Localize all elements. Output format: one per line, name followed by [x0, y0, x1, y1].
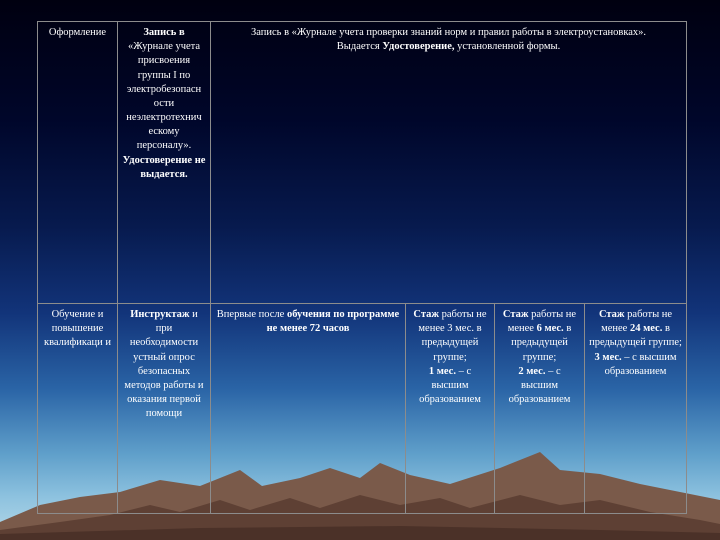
cell-text: в предыдущей группе; [589, 323, 682, 349]
cell-text: Запись в «Журнале учета проверки знаний норм и правил работы в электроустановках». [250, 27, 647, 38]
cell-bold-text: Стаж [502, 309, 529, 320]
cell-bold-text: Стаж [598, 309, 625, 320]
table-row-registration [38, 22, 687, 304]
cell-group4-training [495, 304, 585, 514]
cell-bold-text: 2 мес. [518, 365, 546, 377]
cell-bold-text: Инструктаж [130, 309, 190, 320]
cell-text: работы не менее [601, 309, 673, 335]
cell-bold-text: обучения по программе не менее 72 часов [266, 309, 400, 335]
cell-bold-text: 3 мес. [594, 351, 622, 363]
cell-text: Впервые после [216, 309, 285, 320]
cell-bold-text: 1 мес. [428, 365, 456, 377]
cell-text: в предыдущей группе; [511, 323, 572, 363]
cell-bold-text: Удостоверение не выдается. [122, 154, 206, 180]
cell-group3-training [406, 304, 495, 514]
row-label-training: Обучение и повышение квалификаци и [38, 304, 118, 514]
cell-group2-training [211, 304, 406, 514]
cell-bold-text: Запись в [143, 27, 185, 38]
cell-group1-registration [118, 22, 211, 304]
cell-text: – с высшим образованием [508, 365, 571, 406]
cell-text: установленной формы. [457, 41, 561, 53]
cell-text: Выдается [336, 41, 380, 53]
cell-group1-training [118, 304, 211, 514]
cell-text: «Журнале учета присвоения группы I по электробезопасн ости неэлектротехнич ескому персоналу». [126, 41, 202, 152]
cell-group5-training [585, 304, 687, 514]
cell-text: работы не менее 3 мес. в предыдущей группе; [418, 309, 487, 363]
cell-text: и при необходимости устный опрос безопасных методов работы и оказания первой помощи [124, 309, 204, 420]
cell-text: работы не менее [507, 309, 577, 335]
cell-text: – с высшим образованием [604, 351, 677, 377]
cell-bold-text: Удостоверение, [382, 41, 455, 53]
row-label-registration: Оформление [38, 22, 118, 304]
requirements-table [37, 21, 687, 514]
cell-text: – с высшим образованием [419, 365, 481, 406]
cell-bold-text: 24 мес. [629, 323, 663, 335]
cell-bold-text: 6 мес. [536, 323, 564, 335]
cell-groups-registration [211, 22, 687, 304]
table-row-training [38, 304, 687, 514]
cell-bold-text: Стаж [413, 309, 440, 320]
